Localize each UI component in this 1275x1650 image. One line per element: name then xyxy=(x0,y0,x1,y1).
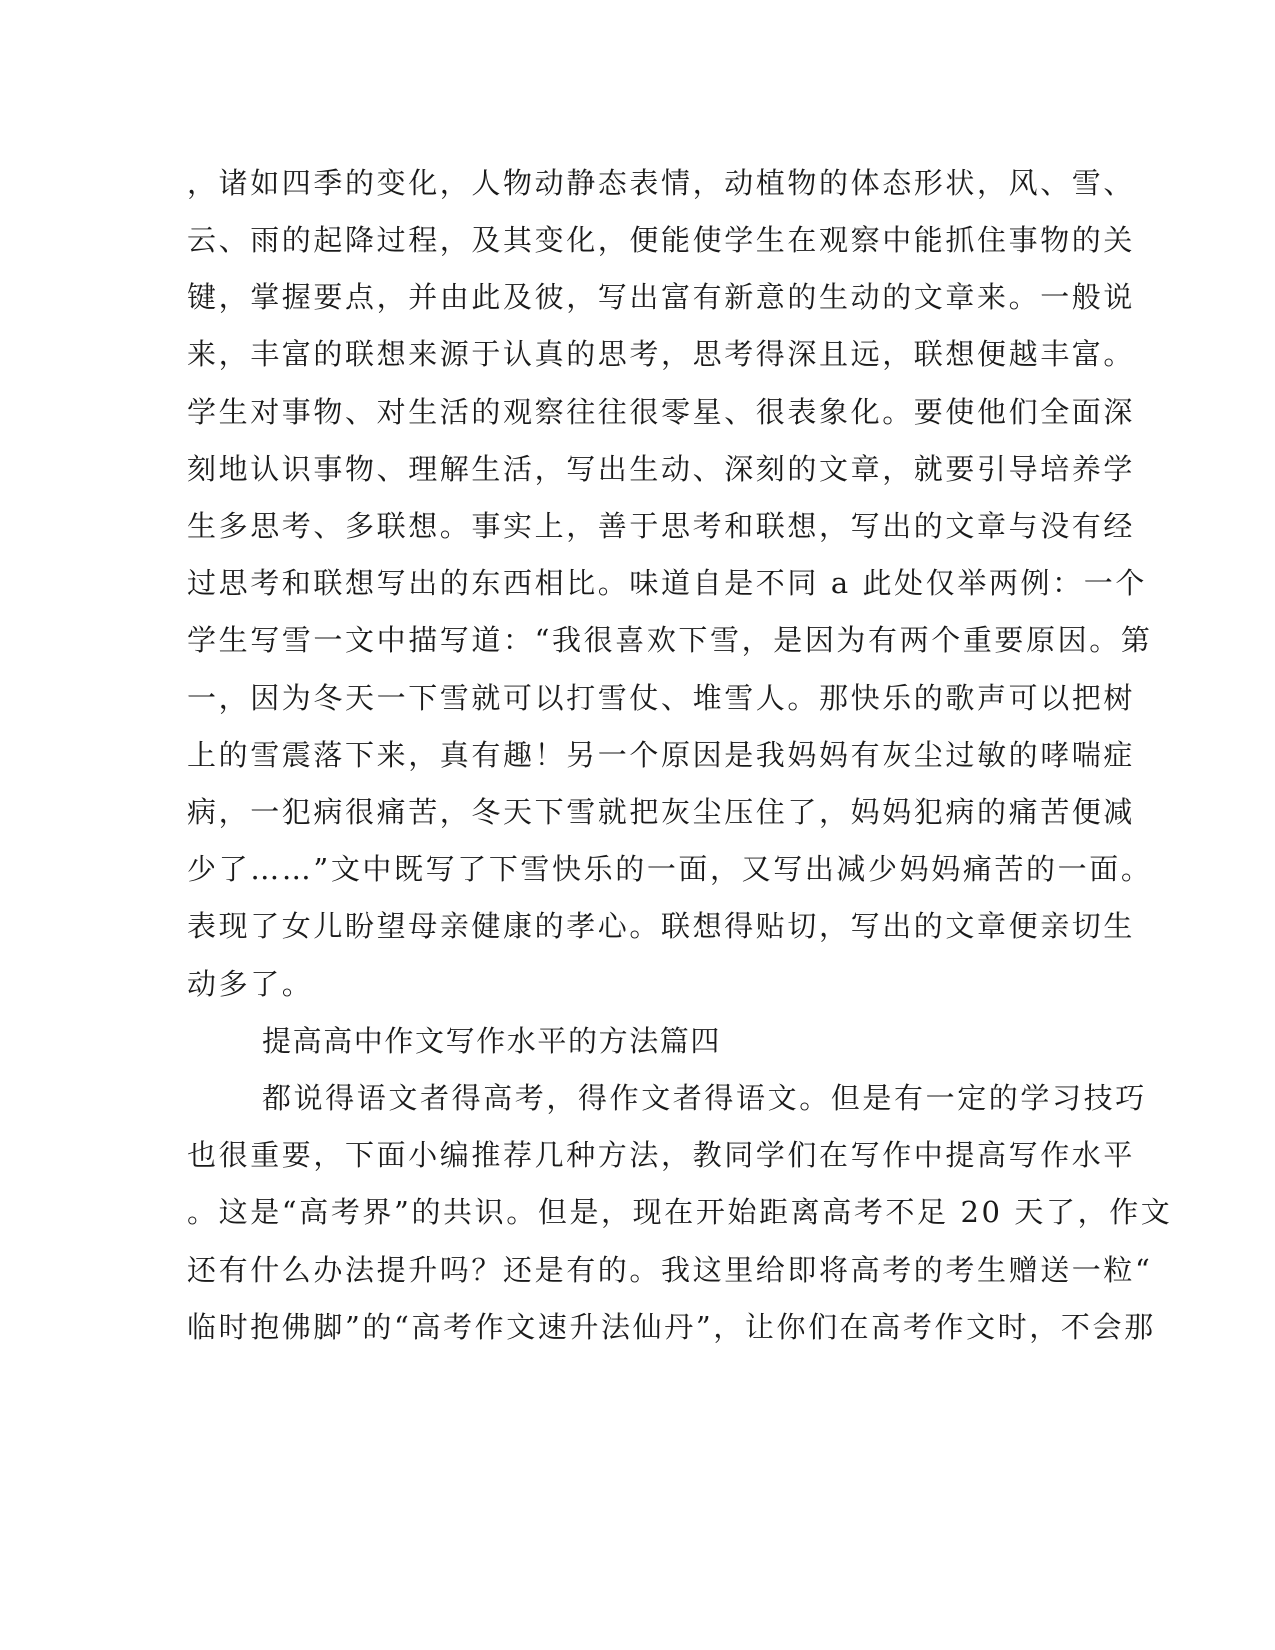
text-line: 都说得语文者得高考，得作文者得语文。但是有一定的学习技巧 xyxy=(262,1081,1147,1115)
text-line: 上的雪震落下来，真有趣！另一个原因是我妈妈有灰尘过敏的哮喘症 xyxy=(187,738,1136,772)
text-line: 一，因为冬天一下雪就可以打雪仗、堆雪人。那快乐的歌声可以把树 xyxy=(187,681,1136,715)
text-line: 病，一犯病很痛苦，冬天下雪就把灰尘压住了，妈妈犯病的痛苦便减 xyxy=(187,795,1136,829)
text-line: 。这是“高考界”的共识。但是，现在开始距离高考不足 20 天了，作文 xyxy=(187,1195,1173,1229)
text-line: 刻地认识事物、理解生活，写出生动、深刻的文章，就要引导培养学 xyxy=(187,452,1136,486)
text-line: 少了……”文中既写了下雪快乐的一面，又写出减少妈妈痛苦的一面。 xyxy=(187,852,1153,886)
text-line: 学生写雪一文中描写道：“我很喜欢下雪，是因为有两个重要原因。第 xyxy=(187,623,1153,657)
text-line: 过思考和联想写出的东西相比。味道自是不同 a 此处仅举两例：一个 xyxy=(187,566,1147,600)
text-line: ，诸如四季的变化，人物动静态表情，动植物的体态形状，风、雪、 xyxy=(187,166,1136,200)
text-line: 来，丰富的联想来源于认真的思考，思考得深且远，联想便越丰富。 xyxy=(187,337,1136,371)
text-line: 表现了女儿盼望母亲健康的孝心。联想得贴切，写出的文章便亲切生 xyxy=(187,909,1136,943)
text-line: 还有什么办法提升吗？还是有的。我这里给即将高考的考生赠送一粒“ xyxy=(187,1253,1153,1287)
text-line: 云、雨的起降过程，及其变化，便能使学生在观察中能抓住事物的关 xyxy=(187,223,1136,257)
section-heading: 提高高中作文写作水平的方法篇四 xyxy=(262,1024,722,1058)
text-line: 生多思考、多联想。事实上，善于思考和联想，写出的文章与没有经 xyxy=(187,509,1136,543)
text-line: 也很重要，下面小编推荐几种方法，教同学们在写作中提高写作水平 xyxy=(187,1138,1136,1172)
text-line: 临时抱佛脚”的“高考作文速升法仙丹”，让你们在高考作文时，不会那 xyxy=(187,1310,1156,1344)
text-line: 动多了。 xyxy=(187,967,314,1001)
text-line: 学生对事物、对生活的观察往往很零星、很表象化。要使他们全面深 xyxy=(187,395,1136,429)
text-line: 键，掌握要点，并由此及彼，写出富有新意的生动的文章来。一般说 xyxy=(187,280,1136,314)
